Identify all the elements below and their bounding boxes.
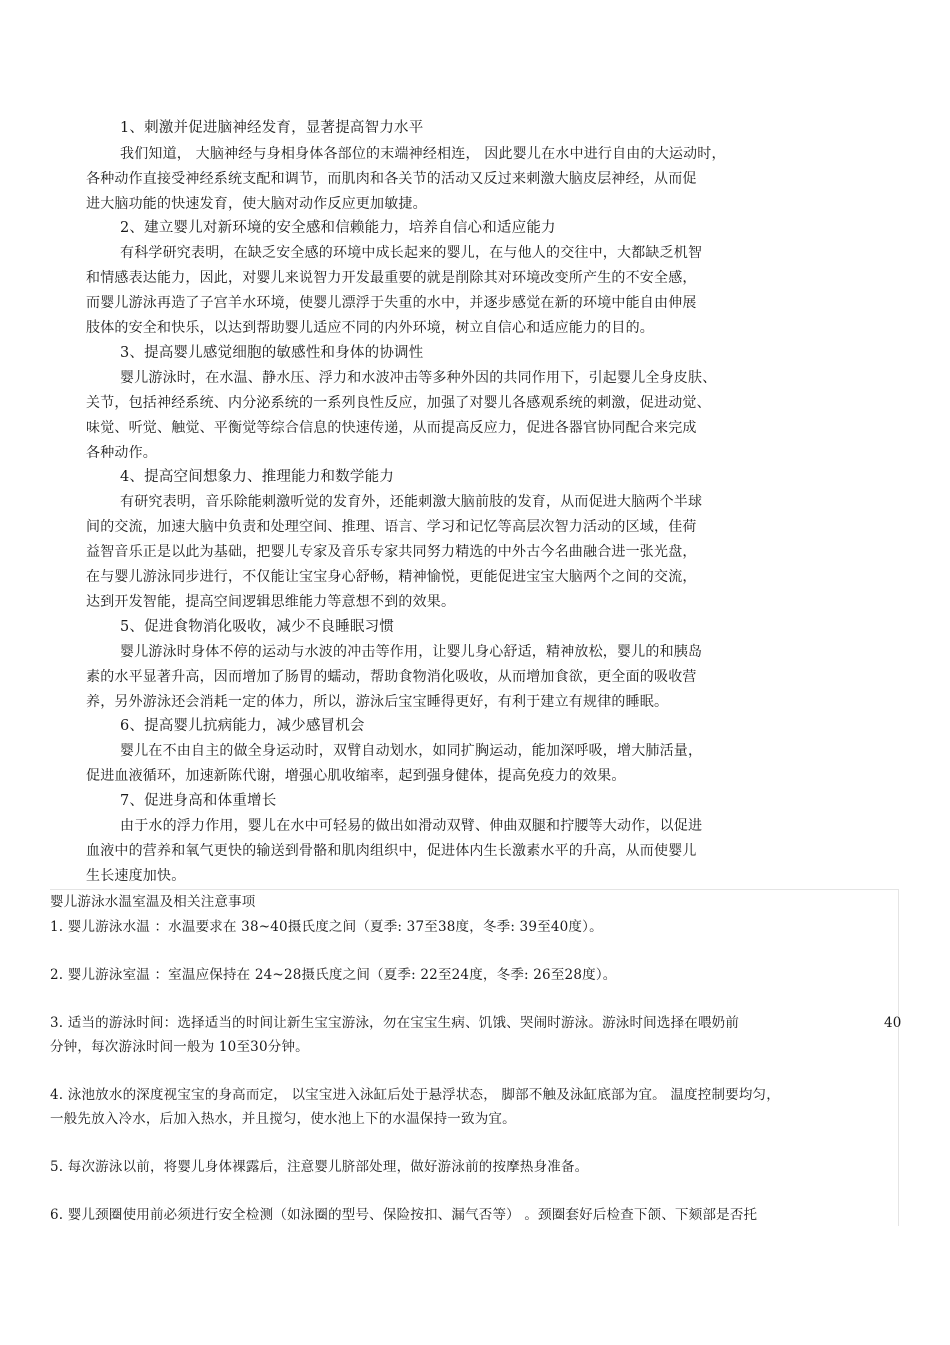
- section-heading-5: 5、促进食物消化吸收，减少不良睡眠习惯: [120, 619, 395, 635]
- section-heading-7: 7、促进身高和体重增长: [120, 793, 277, 809]
- paragraph-line: 益智音乐正是以此为基础，把婴儿专家及音乐专家共同努力精选的中外古今名曲融合进一张光盘，: [86, 544, 697, 560]
- note-item-2: 2. 婴儿游泳室温 ：室温应保持在 24~28摄氏度之间（夏季: 22至24度，冬季: 26至28度）。: [50, 967, 617, 983]
- paragraph-line: 促进血液循环，加速新陈代谢，增强心肌收缩率，起到强身健体，提高免疫力的效果。: [86, 768, 626, 784]
- note-item-4-continued: 一般先放入冷水，后加入热水，并且搅匀，使水池上下的水温保持一致为宜。: [50, 1111, 516, 1127]
- section-heading-1: 1、刺激并促进脑神经发育，显著提高智力水平: [120, 120, 424, 136]
- notes-section: [50, 889, 902, 1226]
- section-heading-2: 2、建立婴儿对新环境的安全感和信赖能力，培养自信心和适应能力: [120, 220, 556, 236]
- note-item-5: 5. 每次游泳以前，将婴儿身体裸露后，注意婴儿脐部处理，做好游泳前的按摩热身准备。: [50, 1159, 589, 1175]
- paragraph-line: 由于水的浮力作用，婴儿在水中可轻易的做出如滑动双臂、伸曲双腿和拧腰等大动作，以促进: [120, 818, 703, 834]
- section-heading-4: 4、提高空间想象力、推理能力和数学能力: [120, 469, 395, 485]
- paragraph-line: 养，另外游泳还会消耗一定的体力，所以，游泳后宝宝睡得更好，有利于建立有规律的睡眠。: [86, 694, 669, 710]
- paragraph-line: 我们知道， 大脑神经与身相身体各部位的末端神经相连， 因此婴儿在水中进行自由的大运动时，: [120, 146, 726, 162]
- section-heading-3: 3、提高婴儿感觉细胞的敏感性和身体的协调性: [120, 345, 424, 361]
- paragraph-line: 素的水平显著升高，因而增加了肠胃的蠕动，帮助食物消化吸收，从而增加食欲，更全面的吸收营: [86, 669, 697, 685]
- paragraph-line: 婴儿在不由自主的做全身运动时，双臂自动划水，如同扩胸运动，能加深呼吸，增大肺活量，: [120, 743, 703, 759]
- paragraph-line: 有科学研究表明，在缺乏安全感的环境中成长起来的婴儿，在与他人的交往中，大都缺乏机智: [120, 245, 703, 261]
- paragraph-line: 关节，包括神经系统、内分泌系统的一系列良性反应，加强了对婴儿各感观系统的刺激，促进动觉、: [86, 395, 711, 411]
- note-item-6: 6. 婴儿颈圈使用前必须进行安全检测（如泳圈的型号、保险按扣、漏气否等） 。颈圈套好后检查下颌、下颏部是否托: [50, 1207, 758, 1223]
- paragraph-line: 和情感表达能力，因此，对婴儿来说智力开发最重要的就是削除其对环境改变所产生的不安全感，: [86, 270, 697, 286]
- paragraph-line: 各种动作直接受神经系统支配和调节，而肌肉和各关节的活动又反过来刺激大脑皮层神经，从而促: [86, 171, 697, 187]
- paragraph-line: 味觉、听觉、触觉、平衡觉等综合信息的快速传递，从而提高反应力，促进各器官协同配合来完成: [86, 420, 697, 436]
- paragraph-line: 进大脑功能的快速发育，使大脑对动作反应更加敏捷。: [86, 196, 427, 212]
- paragraph-line: 肢体的安全和快乐，以达到帮助婴儿适应不同的内外环境，树立自信心和适应能力的目的。: [86, 320, 654, 336]
- paragraph-line: 而婴儿游泳再造了子宫羊水环境，使婴儿漂浮于失重的水中，并逐步感觉在新的环境中能自由伸展: [86, 295, 697, 311]
- paragraph-line: 间的交流，加速大脑中负责和处理空间、推理、语言、学习和记忆等高层次智力活动的区域，佳荷: [86, 519, 697, 535]
- paragraph-line: 达到开发智能，提高空间逻辑思维能力等意想不到的效果。: [86, 594, 456, 610]
- paragraph-line: 生长速度加快。: [86, 868, 186, 884]
- note-item-3-continued: 分钟，每次游泳时间一般为 10至30分钟。: [50, 1039, 309, 1055]
- note-item-3-trailing-number: 40: [884, 1015, 902, 1031]
- section-heading-6: 6、提高婴儿抗病能力，减少感冒机会: [120, 718, 365, 734]
- paragraph-line: 血液中的营养和氧气更快的输送到骨骼和肌肉组织中，促进体内生长激素水平的升高，从而使婴儿: [86, 843, 697, 859]
- paragraph-line: 有研究表明，音乐除能刺激听觉的发育外，还能刺激大脑前肢的发育，从而促进大脑两个半球: [120, 494, 703, 510]
- paragraph-line: 婴儿游泳时身体不停的运动与水波的冲击等作用，让婴儿身心舒适，精神放松，婴儿的和胰岛: [120, 644, 703, 660]
- note-item-4: 4. 泳池放水的深度视宝宝的身高而定， 以宝宝进入泳缸后处于悬浮状态， 脚部不触及泳缸底部为宜。 温度控制要均匀，: [50, 1087, 780, 1103]
- paragraph-line: 各种动作。: [86, 445, 157, 461]
- paragraph-line: 婴儿游泳时，在水温、静水压、浮力和水波冲击等多种外因的共同作用下，引起婴儿全身皮肤、: [120, 370, 717, 386]
- paragraph-line: 在与婴儿游泳同步进行，不仅能让宝宝身心舒畅，精神愉悦，更能促进宝宝大脑两个之间的交流，: [86, 569, 697, 585]
- notes-title: 婴儿游泳水温室温及相关注意事项: [50, 894, 256, 910]
- note-item-1: 1. 婴儿游泳水温 ：水温要求在 38~40摄氏度之间（夏季: 37至38度，冬季: 39至40度）。: [50, 919, 603, 935]
- note-item-3: 3. 适当的游泳时间：选择适当的时间让新生宝宝游泳，勿在宝宝生病、饥饿、哭闹时游泳。游泳时间选择在喂奶前: [50, 1015, 740, 1031]
